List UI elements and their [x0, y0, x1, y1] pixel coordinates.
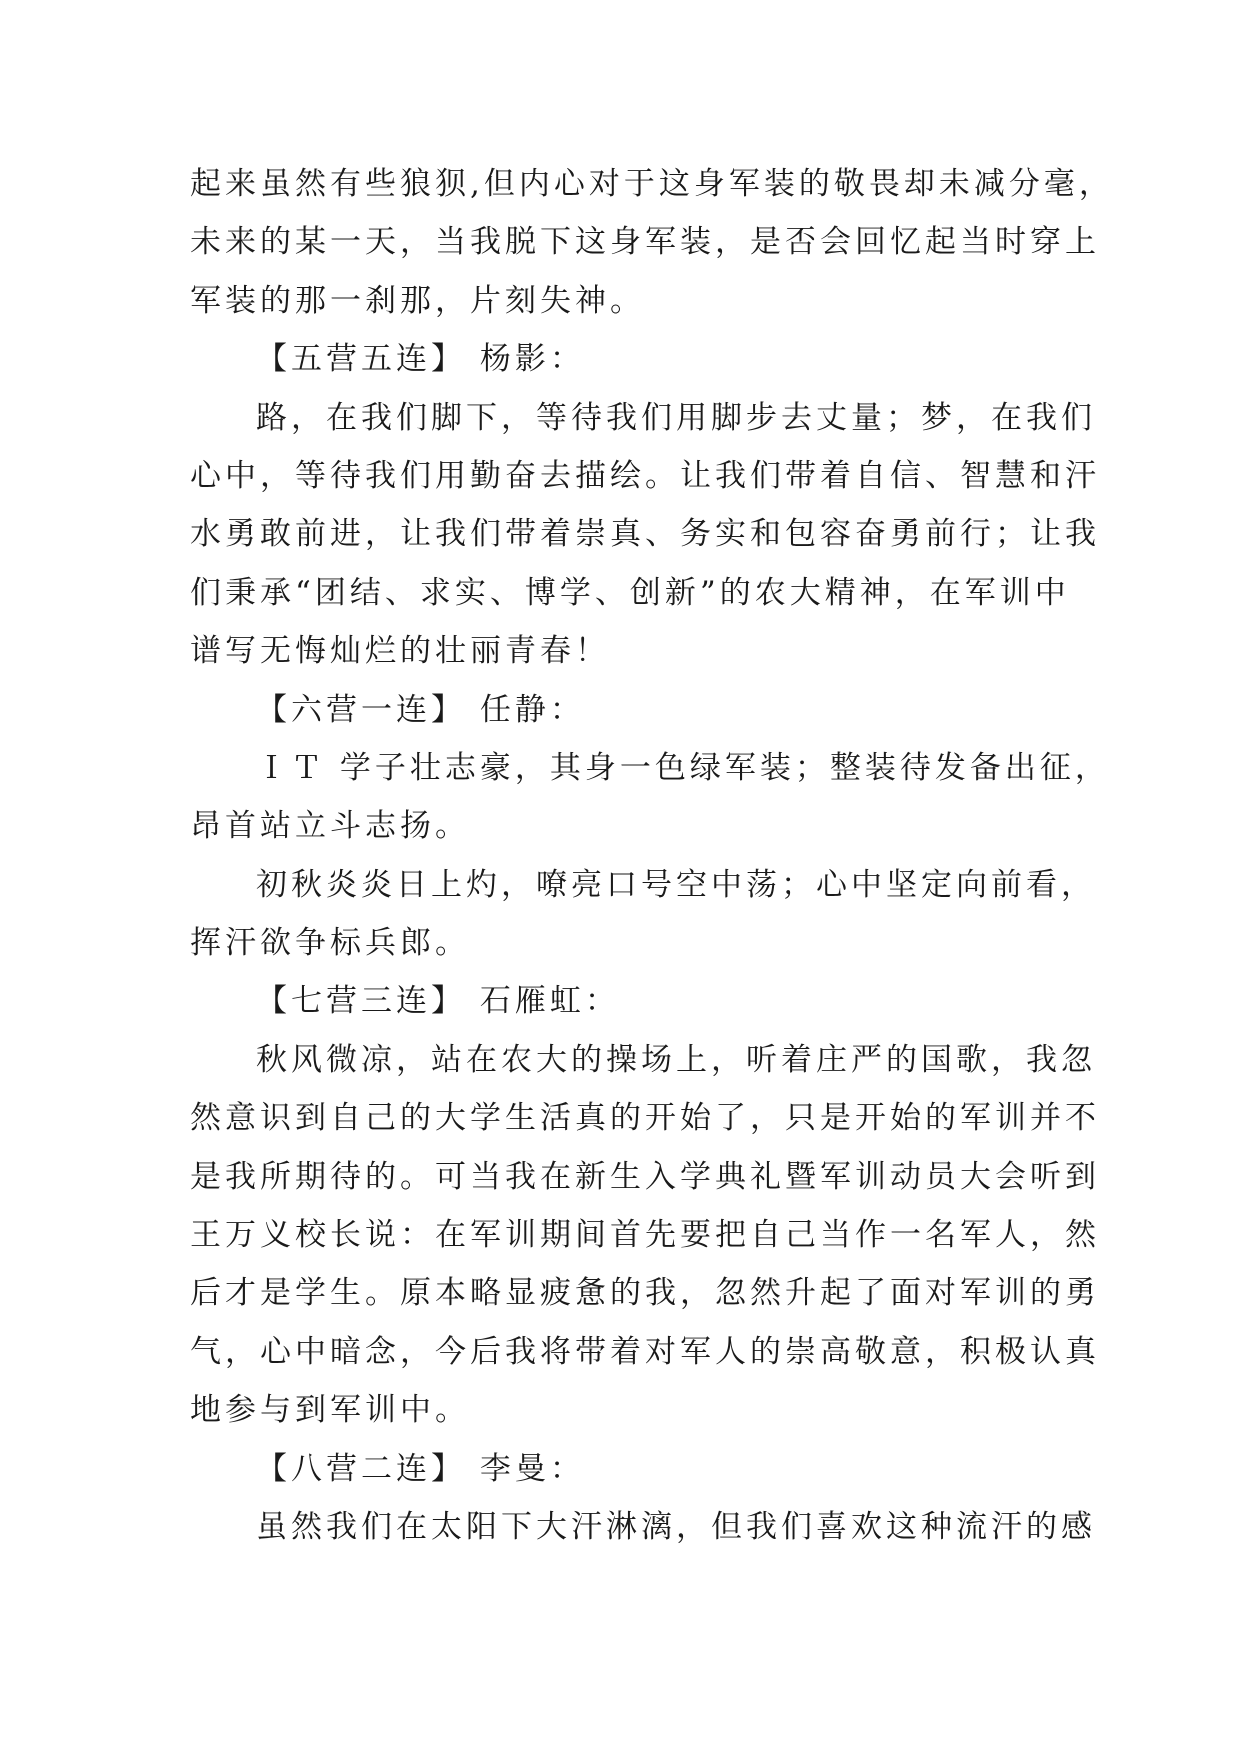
- text-line: ＩＴ 学子壮志豪，其身一色绿军装；整装待发备出征，: [256, 749, 1110, 786]
- text-line: 气，心中暗念，今后我将带着对军人的崇高敬意，积极认真: [190, 1333, 1100, 1370]
- text-line: 后才是学生。原本略显疲惫的我，忽然升起了面对军训的勇: [190, 1275, 1100, 1312]
- text-line: 们秉承“团结、求实、博学、创新”的农大精神，在军训中: [190, 574, 1070, 611]
- section-heading: 【六营一连】 任静：: [256, 691, 585, 728]
- text-line: 王万义校长说：在军训期间首先要把自己当作一名军人，然: [190, 1217, 1100, 1254]
- document-body: [190, 155, 1114, 1556]
- text-line: 挥汗欲争标兵郎。: [190, 925, 470, 962]
- text-line: 是我所期待的。可当我在新生入学典礼暨军训动员大会听到: [190, 1158, 1100, 1195]
- text-line: 然意识到自己的大学生活真的开始了，只是开始的军训并不: [190, 1100, 1100, 1137]
- text-line: 心中，等待我们用勤奋去描绘。让我们带着自信、智慧和汗: [190, 457, 1100, 494]
- text-line: 虽然我们在太阳下大汗淋漓，但我们喜欢这种流汗的感: [256, 1508, 1096, 1545]
- section-heading: 【八营二连】 李曼：: [256, 1450, 585, 1487]
- section-heading: 【七营三连】 石雁虹：: [256, 983, 620, 1020]
- text-line: 路，在我们脚下，等待我们用脚步去丈量；梦，在我们: [256, 399, 1096, 436]
- text-line: 军装的那一刹那，片刻失神。: [190, 282, 645, 319]
- text-line: 地参与到军训中。: [190, 1392, 470, 1429]
- text-line: 未来的某一天，当我脱下这身军装，是否会回忆起当时穿上: [190, 224, 1100, 261]
- text-line: 水勇敢前进，让我们带着崇真、务实和包容奋勇前行；让我: [190, 516, 1100, 553]
- section-heading: 【五营五连】 杨影：: [256, 341, 585, 378]
- text-line: 秋风微凉，站在农大的操场上，听着庄严的国歌，我忽: [256, 1041, 1096, 1078]
- text-line: 昂首站立斗志扬。: [190, 808, 470, 845]
- text-line: 谱写无悔灿烂的壮丽青春！: [190, 633, 610, 670]
- text-line: 起来虽然有些狼狈,但内心对于这身军装的敬畏却未减分毫，: [190, 166, 1114, 202]
- text-line: 初秋炎炎日上灼，嘹亮口号空中荡；心中坚定向前看，: [256, 866, 1096, 903]
